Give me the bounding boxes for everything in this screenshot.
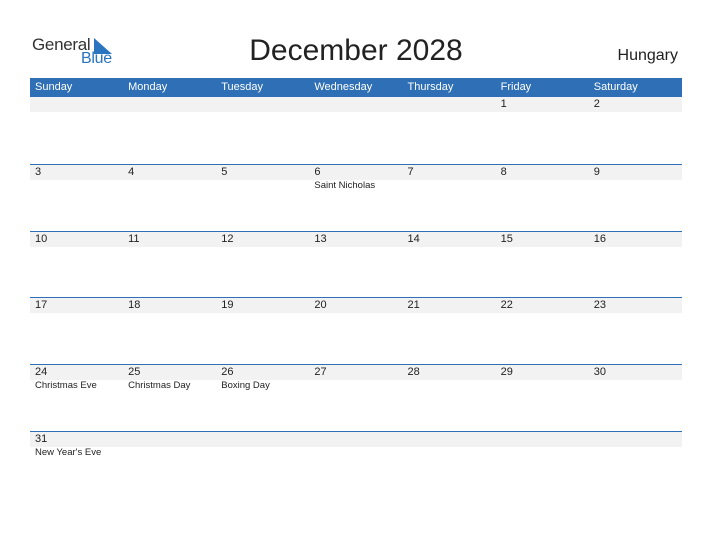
- day-cell: [589, 365, 682, 425]
- day-cell: [589, 432, 682, 492]
- day-number: 21: [407, 299, 420, 312]
- day-cell: [123, 165, 216, 225]
- day-cell: [403, 298, 496, 358]
- day-number: 11: [128, 232, 140, 245]
- day-cell: [309, 365, 402, 425]
- day-number: 8: [500, 165, 507, 178]
- weekday-wednesday: Wednesday: [314, 81, 373, 93]
- day-cell: [403, 97, 496, 157]
- logo-general-text: General: [32, 35, 91, 54]
- holiday-label: Christmas Eve: [35, 380, 97, 392]
- day-number: 24: [35, 366, 48, 379]
- day-number: 5: [221, 165, 228, 178]
- day-cell: [216, 298, 309, 358]
- day-cell: [496, 165, 589, 225]
- day-cell: [589, 232, 682, 292]
- day-number: 23: [593, 299, 606, 312]
- weekday-sunday: Sunday: [35, 81, 73, 93]
- day-number: 6: [314, 165, 321, 178]
- day-cell: [216, 232, 309, 292]
- day-cell: [30, 165, 123, 225]
- day-cell: [309, 298, 402, 358]
- day-number: 25: [128, 366, 141, 379]
- day-number: 1: [500, 98, 507, 110]
- day-number: 18: [128, 299, 141, 312]
- day-cell: [589, 298, 682, 358]
- day-cell: [123, 365, 216, 425]
- week-row: [30, 297, 682, 364]
- day-cell: [589, 165, 682, 225]
- week-row: [30, 431, 682, 498]
- day-cell: [216, 432, 309, 492]
- country-label: Hungary: [617, 47, 678, 64]
- weekday-thursday: Thursday: [407, 81, 454, 93]
- day-cell: [403, 165, 496, 225]
- holiday-label: Christmas Day: [128, 380, 191, 392]
- day-number: 13: [314, 232, 327, 245]
- weekday-friday: Friday: [500, 81, 532, 93]
- day-number: 17: [35, 299, 48, 312]
- weekday-header: [30, 78, 682, 97]
- day-cell: [30, 232, 123, 292]
- week-row: [30, 231, 682, 298]
- day-number: 20: [314, 299, 327, 312]
- day-cell: [123, 232, 216, 292]
- day-number: 10: [35, 232, 48, 245]
- day-cell: [30, 298, 123, 358]
- day-number: 3: [35, 165, 42, 178]
- day-number: 12: [221, 232, 234, 245]
- holiday-label: Boxing Day: [221, 380, 270, 392]
- day-number: 14: [407, 232, 420, 245]
- day-cell: [216, 165, 309, 225]
- weekday-monday: Monday: [128, 81, 168, 93]
- day-number: 29: [500, 366, 513, 379]
- day-number: 9: [593, 165, 600, 178]
- day-number: 30: [593, 366, 606, 379]
- holiday-label: Saint Nicholas: [314, 179, 376, 191]
- day-cell: [496, 298, 589, 358]
- day-cell: [309, 432, 402, 492]
- day-cell: [123, 97, 216, 157]
- day-cell: [30, 97, 123, 157]
- week-row: [30, 164, 682, 231]
- day-cell: [496, 97, 589, 157]
- day-cell: [123, 432, 216, 492]
- day-cell: [496, 232, 589, 292]
- day-number: 7: [407, 165, 414, 178]
- day-cell: [496, 365, 589, 425]
- day-cell: [30, 432, 123, 492]
- day-cell: [216, 97, 309, 157]
- day-cell: [309, 97, 402, 157]
- day-number: 16: [593, 232, 606, 245]
- day-number: 27: [314, 366, 327, 379]
- day-cell: [589, 97, 682, 157]
- day-number: 22: [500, 299, 513, 312]
- day-cell: [403, 432, 496, 492]
- day-number: 15: [500, 232, 513, 245]
- day-cell: [309, 165, 402, 225]
- day-cell: [403, 232, 496, 292]
- day-number: 28: [407, 366, 420, 379]
- calendar-grid: [30, 78, 682, 498]
- day-cell: [403, 365, 496, 425]
- page-title: December 2028: [249, 34, 463, 67]
- day-cell: [30, 365, 123, 425]
- day-number: 31: [35, 432, 48, 445]
- day-cell: [496, 432, 589, 492]
- day-number: 19: [221, 299, 234, 312]
- day-number: 26: [221, 366, 234, 379]
- day-cell: [123, 298, 216, 358]
- calendar-weeks: [30, 97, 682, 498]
- weekday-saturday: Saturday: [593, 81, 638, 93]
- day-number: 2: [593, 98, 600, 110]
- logo-blue-text: Blue: [81, 50, 112, 67]
- day-cell: [216, 365, 309, 425]
- holiday-label: New Year's Eve: [35, 446, 102, 458]
- day-cell: [309, 232, 402, 292]
- week-row: [30, 364, 682, 431]
- day-number: 4: [128, 165, 135, 178]
- week-row: [30, 97, 682, 164]
- weekday-tuesday: Tuesday: [221, 81, 264, 93]
